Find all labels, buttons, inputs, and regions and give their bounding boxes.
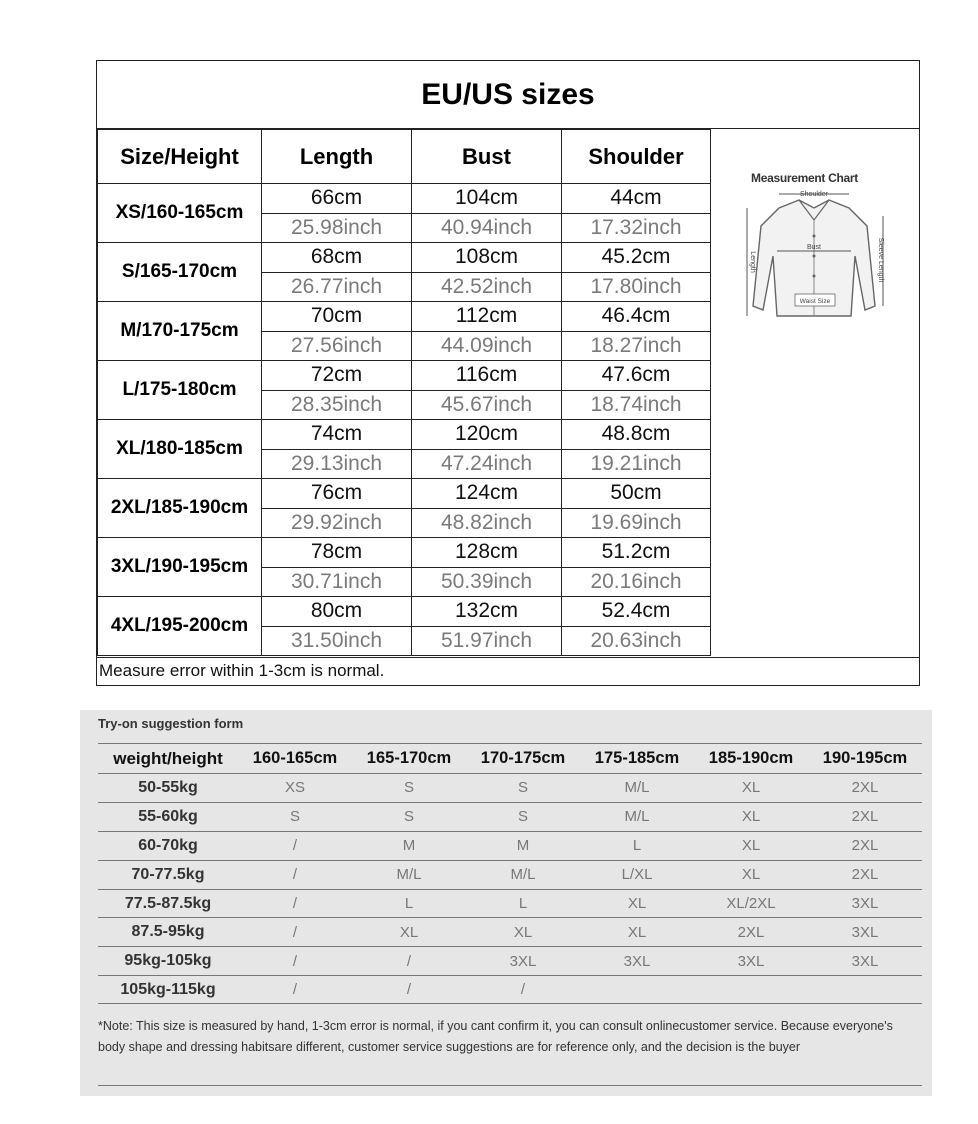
tryon-height-header: 185-190cm: [708, 749, 794, 767]
tryon-header-row: [98, 743, 922, 773]
shoulder-in-value: 19.69inch: [562, 508, 711, 538]
tryon-size-cell: 2XL: [851, 779, 879, 797]
size-row-cm: [98, 243, 711, 273]
tryon-size-cell: /: [292, 923, 298, 941]
tryon-size-cell: /: [292, 895, 298, 912]
tryon-size-cell: M/L: [396, 866, 422, 884]
tryon-weight-label: 87.5-95kg: [131, 923, 205, 941]
tryon-weight-label: 95kg-105kg: [124, 952, 212, 970]
bust-in-value: 50.39inch: [412, 567, 562, 597]
tryon-size-cell: 3XL: [623, 952, 651, 970]
tryon-size-cell: 3XL: [509, 952, 537, 970]
tryon-size-cell: M: [516, 837, 530, 855]
label-waist-size: Waist Size: [799, 298, 831, 305]
tryon-title: Try-on suggestion form: [98, 716, 244, 731]
bust-cm-value: 112cm: [412, 302, 562, 332]
tryon-size-cell: L: [632, 837, 642, 855]
size-row-cm: [98, 538, 711, 568]
tryon-suggestion-form: [80, 710, 932, 1096]
tryon-height-header: 175-185cm: [594, 749, 680, 767]
bust-in-value: 48.82inch: [412, 508, 562, 538]
tryon-size-cell: XL: [399, 923, 419, 941]
tryon-size-cell: 3XL: [851, 895, 879, 912]
chart-title: EU/US sizes: [97, 61, 919, 129]
length-cm-value: 78cm: [262, 538, 412, 568]
tryon-size-cell: /: [406, 981, 412, 999]
bust-in-value: 45.67inch: [412, 390, 562, 420]
measurement-chart-title: Measurement Chart: [751, 171, 858, 185]
length-cm-value: 80cm: [262, 597, 412, 627]
tryon-size-cell: XL: [741, 837, 761, 855]
shoulder-in-value: 18.27inch: [562, 331, 711, 361]
tryon-height-header: 190-195cm: [822, 749, 908, 767]
header-size-height: Size/Height: [98, 130, 262, 184]
label-sleeve-length: Sleeve Length: [877, 237, 884, 283]
size-table-header: [98, 130, 711, 184]
tryon-bottom-divider: [98, 1085, 922, 1086]
tryon-size-cell: L: [518, 895, 528, 912]
tryon-size-cell: /: [520, 981, 526, 999]
size-table-body: [98, 184, 711, 656]
bust-in-value: 42.52inch: [412, 272, 562, 302]
label-shoulder: Shoulder: [799, 191, 829, 198]
tryon-size-cell: 3XL: [851, 923, 879, 941]
bust-cm-value: 104cm: [412, 184, 562, 214]
tryon-size-cell: 2XL: [851, 866, 879, 884]
tryon-row: [98, 860, 922, 889]
tryon-size-cell: /: [292, 837, 298, 855]
tryon-weight-label: 55-60kg: [138, 807, 198, 825]
size-row-cm: [98, 479, 711, 509]
length-cm-value: 70cm: [262, 302, 412, 332]
tryon-size-cell: /: [406, 952, 412, 970]
shirt-diagram-icon: [739, 186, 889, 336]
tryon-note: *Note: This size is measured by hand, 1-3cm error is normal, if you cant confirm it, you can consult onlinecustomer service. Because everyone's body shape and dressing habitsare different, customer service suggestions are for reference only, and the decision is the buyer: [98, 1019, 893, 1054]
tryon-size-cell: XL: [741, 808, 761, 826]
tryon-size-cell: XL: [627, 895, 647, 912]
tryon-size-cell: XL: [741, 866, 761, 884]
length-cm-value: 74cm: [262, 420, 412, 450]
tryon-header-label: weight/height: [113, 748, 223, 768]
header-bust: Bust: [412, 130, 562, 184]
tryon-size-cell: XL: [627, 923, 647, 941]
tryon-weight-label: 60-70kg: [138, 836, 198, 854]
bust-cm-value: 132cm: [412, 597, 562, 627]
shoulder-cm-value: 52.4cm: [562, 597, 711, 627]
shoulder-in-value: 20.63inch: [562, 626, 711, 656]
tryon-size-cell: XS: [284, 779, 305, 797]
tryon-table: [98, 743, 922, 1004]
tryon-size-cell: S: [517, 779, 528, 797]
shoulder-in-value: 17.32inch: [562, 213, 711, 243]
shoulder-cm-value: 45.2cm: [562, 243, 711, 273]
tryon-row: [98, 946, 922, 975]
size-label: 2XL/185-190cm: [98, 479, 262, 538]
length-in-value: 31.50inch: [262, 626, 412, 656]
tryon-weight-label: 105kg-115kg: [120, 980, 216, 998]
shoulder-cm-value: 51.2cm: [562, 538, 711, 568]
size-label: 4XL/195-200cm: [98, 597, 262, 656]
shoulder-in-value: 19.21inch: [562, 449, 711, 479]
tryon-size-cell: 2XL: [851, 808, 879, 826]
tryon-row: [98, 917, 922, 946]
tryon-weight-label: 50-55kg: [138, 778, 198, 796]
label-length: Length: [749, 251, 756, 273]
size-label: M/170-175cm: [98, 302, 262, 361]
size-row-cm: [98, 420, 711, 450]
tryon-row: [98, 831, 922, 860]
measure-error-note: Measure error within 1-3cm is normal.: [97, 657, 919, 685]
size-label: L/175-180cm: [98, 361, 262, 420]
tryon-size-cell: 3XL: [737, 952, 765, 970]
size-row-cm: [98, 597, 711, 627]
tryon-size-cell: S: [517, 808, 528, 826]
tryon-row: [98, 802, 922, 831]
size-table: [97, 129, 711, 656]
size-label: S/165-170cm: [98, 243, 262, 302]
tryon-height-header: 170-175cm: [480, 749, 566, 767]
length-in-value: 25.98inch: [262, 213, 412, 243]
shoulder-in-value: 18.74inch: [562, 390, 711, 420]
size-chart: [96, 60, 920, 686]
shoulder-cm-value: 47.6cm: [562, 361, 711, 391]
tryon-size-cell: 2XL: [851, 837, 879, 855]
tryon-size-cell: /: [292, 981, 298, 999]
tryon-size-cell: M/L: [624, 779, 650, 797]
tryon-size-cell: L/XL: [621, 866, 653, 884]
tryon-size-cell: S: [289, 808, 300, 826]
bust-in-value: 40.94inch: [412, 213, 562, 243]
size-row-cm: [98, 361, 711, 391]
shoulder-cm-value: 44cm: [562, 184, 711, 214]
length-cm-value: 68cm: [262, 243, 412, 273]
shoulder-cm-value: 46.4cm: [562, 302, 711, 332]
shoulder-in-value: 17.80inch: [562, 272, 711, 302]
length-cm-value: 66cm: [262, 184, 412, 214]
tryon-size-cell: S: [403, 808, 414, 826]
shoulder-in-value: 20.16inch: [562, 567, 711, 597]
length-in-value: 27.56inch: [262, 331, 412, 361]
bust-in-value: 44.09inch: [412, 331, 562, 361]
size-label: XL/180-185cm: [98, 420, 262, 479]
tryon-size-cell: 3XL: [851, 952, 879, 970]
tryon-size-cell: XL: [741, 779, 761, 797]
bust-cm-value: 124cm: [412, 479, 562, 509]
bust-cm-value: 120cm: [412, 420, 562, 450]
bust-in-value: 51.97inch: [412, 626, 562, 656]
size-row-cm: [98, 302, 711, 332]
measurement-chart: [711, 161, 911, 351]
tryon-height-header: 165-170cm: [366, 749, 452, 767]
tryon-size-cell: M/L: [510, 866, 536, 884]
bust-cm-value: 128cm: [412, 538, 562, 568]
tryon-row: [98, 975, 922, 1004]
size-label: XS/160-165cm: [98, 184, 262, 243]
label-bust: Bust: [806, 244, 822, 251]
bust-in-value: 47.24inch: [412, 449, 562, 479]
tryon-weight-label: 77.5-87.5kg: [124, 894, 212, 912]
tryon-size-cell: /: [292, 866, 298, 884]
length-in-value: 29.92inch: [262, 508, 412, 538]
tryon-size-cell: M/L: [624, 808, 650, 826]
length-cm-value: 72cm: [262, 361, 412, 391]
tryon-size-cell: L: [404, 895, 414, 912]
length-cm-value: 76cm: [262, 479, 412, 509]
tryon-size-cell: XL/2XL: [726, 895, 776, 912]
length-in-value: 29.13inch: [262, 449, 412, 479]
tryon-size-cell: /: [292, 952, 298, 970]
bust-cm-value: 116cm: [412, 361, 562, 391]
shoulder-cm-value: 50cm: [562, 479, 711, 509]
header-shoulder: Shoulder: [562, 130, 711, 184]
size-label: 3XL/190-195cm: [98, 538, 262, 597]
tryon-row: [98, 889, 922, 918]
header-length: Length: [262, 130, 412, 184]
size-row-cm: [98, 184, 711, 214]
tryon-weight-label: 70-77.5kg: [131, 865, 205, 883]
length-in-value: 28.35inch: [262, 390, 412, 420]
tryon-size-cell: 2XL: [737, 923, 765, 941]
length-in-value: 26.77inch: [262, 272, 412, 302]
bust-cm-value: 108cm: [412, 243, 562, 273]
tryon-size-cell: M: [402, 837, 416, 855]
tryon-row: [98, 773, 922, 802]
length-in-value: 30.71inch: [262, 567, 412, 597]
tryon-size-cell: S: [403, 779, 414, 797]
shoulder-cm-value: 48.8cm: [562, 420, 711, 450]
tryon-size-cell: XL: [513, 923, 533, 941]
tryon-height-header: 160-165cm: [252, 749, 338, 767]
